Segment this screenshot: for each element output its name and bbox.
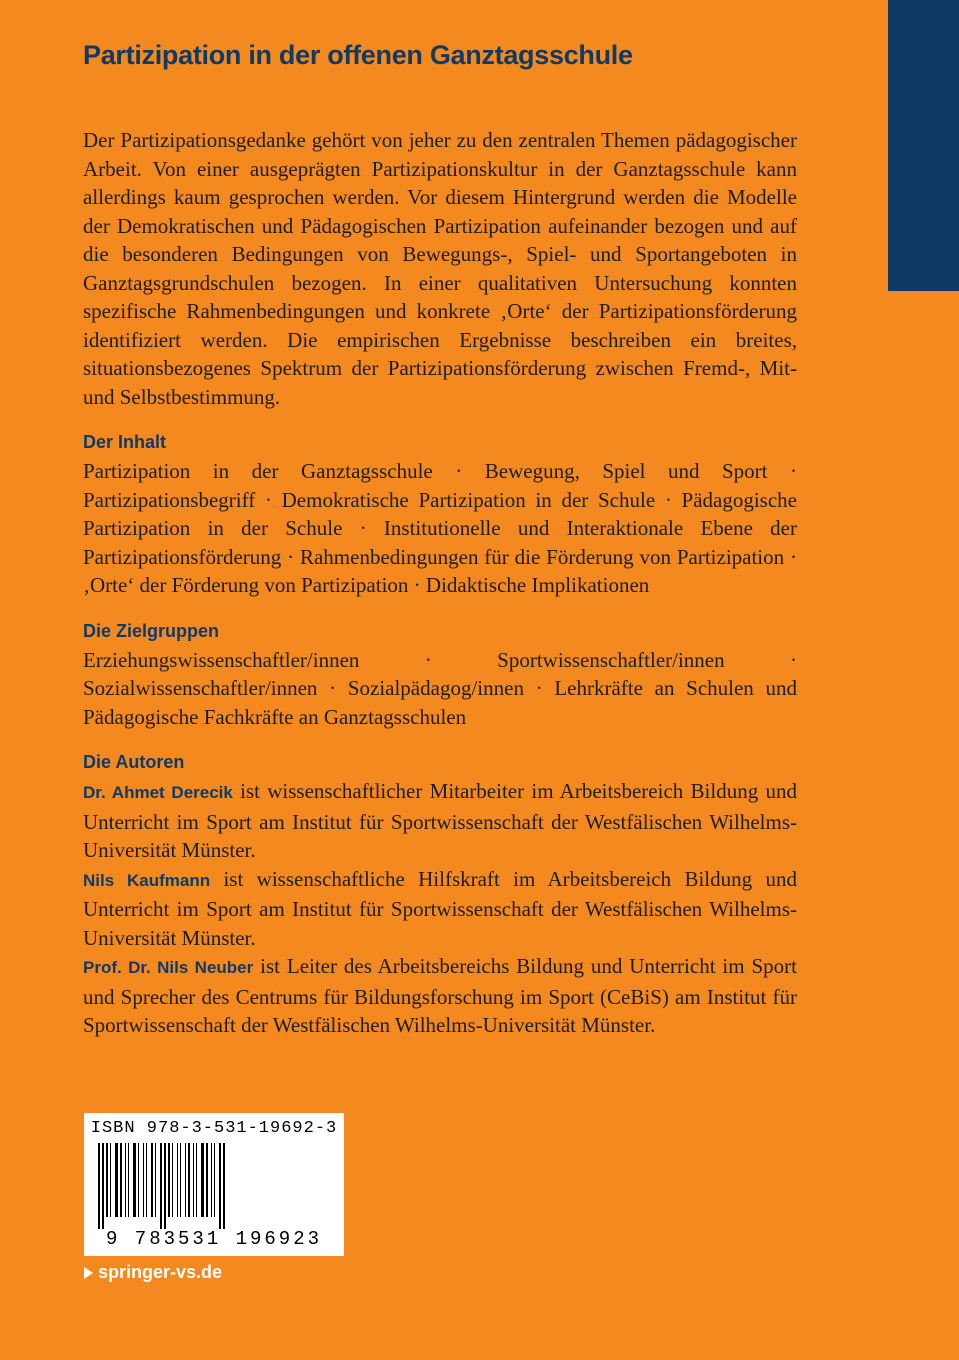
isbn-label: ISBN 978-3-531-19692-3 (90, 1119, 338, 1138)
barcode-bar (201, 1143, 204, 1217)
barcode-bar (196, 1143, 197, 1217)
barcode-bar (214, 1143, 215, 1217)
barcode-bar (223, 1143, 225, 1229)
author-name: Nils Kaufmann (83, 870, 211, 890)
inhalt-text: Partizipation in der Ganztagsschule · Bewegung, Spiel und Sport · Partizipationsbegriff · Demokratische Partizipation in der Schule · Pädagogische Partizipation in der Schule · Institutionelle und Interaktionale Ebene der Partizipationsförderung · Rahmenbedingungen für die Förderung von Partizipation · ‚Orte‘ der Förderung von Partizipation · Didaktische Implikationen (83, 459, 797, 597)
barcode-bars (98, 1143, 330, 1229)
author-bio: ist wissenschaftliche Hilfskraft im Arbeitsbereich Bildung und Unterricht im Sport am Institut für Sportwissenschaft der Westfälischen Wilhelms-Universität Münster. (83, 866, 797, 950)
author-entry (83, 952, 797, 1040)
barcode-bar (98, 1143, 100, 1229)
author-name: Dr. Ahmet Derecik (83, 783, 233, 802)
barcode-bar (120, 1143, 122, 1217)
barcode-bar (133, 1143, 136, 1217)
barcode-bar (168, 1143, 170, 1217)
barcode-bar (172, 1143, 173, 1217)
barcode-bar (206, 1143, 208, 1217)
publisher-website-link[interactable] (84, 1262, 222, 1283)
back-cover-content (83, 126, 797, 1040)
author-bio: ist Leiter des Arbeitsbereichs Bildung und Unterricht im Sport und Sprecher des Centrums für Bildungsforschung im Sport (CeBiS) am Institut für Sportwissenschaft der Westfälischen Wilhelms-Universität Münster. (83, 954, 797, 1037)
barcode-bar (102, 1143, 104, 1229)
barcode-bar (193, 1143, 194, 1217)
barcode-bar (125, 1143, 126, 1217)
inhalt-heading: Der Inhalt (83, 432, 167, 452)
author-bio: ist wissenschaftlicher Mitarbeiter im Arbeitsbereich Bildung und Unterricht im Sport am Institut für Sportwissenschaft der Westfälischen Wilhelms-Universität Münster. (83, 779, 797, 862)
zielgruppen-heading: Die Zielgruppen (83, 620, 220, 641)
zielgruppen-text: Erziehungswissenschaftler/innen · Sportwissenschaftler/innen · Sozialwissenschaftler/innen · Sozialpädagog/innen · Lehrkräfte an Schulen und Pädagogische Fachkräfte an Ganztagsschulen (83, 647, 797, 729)
barcode-bar (219, 1143, 221, 1229)
isbn-barcode (84, 1113, 344, 1256)
barcode-bar (115, 1143, 118, 1217)
barcode-bar (106, 1143, 108, 1217)
barcode-bar (160, 1143, 162, 1229)
author-name: Prof. Dr. Nils Neuber (83, 958, 254, 977)
barcode-bar (128, 1143, 129, 1217)
autoren-heading: Die Autoren (83, 752, 185, 772)
barcode-digits: 9 783531 196923 (105, 1228, 323, 1250)
barcode-bar (138, 1143, 139, 1217)
website-label: springer-vs.de (98, 1262, 223, 1282)
barcode-bar (110, 1143, 111, 1217)
navy-side-bar (888, 0, 959, 291)
author-entry (83, 865, 797, 953)
barcode-bar (143, 1143, 144, 1217)
barcode-bar (164, 1143, 166, 1229)
barcode-bar (177, 1143, 178, 1217)
barcode-bar (146, 1143, 147, 1217)
barcode-bar (180, 1143, 181, 1217)
play-arrow-icon (84, 1267, 93, 1279)
book-title: Partizipation in der offenen Ganztagsschule (83, 40, 633, 70)
barcode-bar (151, 1143, 153, 1217)
barcode-bar (211, 1143, 212, 1217)
barcode-bar (155, 1143, 156, 1217)
blurb-paragraph: Der Partizipationsgedanke gehört von jeher zu den zentralen Themen pädagogischer Arbeit. Von einer ausgeprägten Partizipationskultur in der Ganztagsschule kann allerdings kaum gesprochen werden. Vor diesem Hintergrund werden die Modelle der Demokratischen und Pädagogischen Partizipation aufeinander bezogen und auf die besonderen Bedingungen von Bewegungs-, Spiel- und Sportangeboten in Ganztagsgrundschulen bezogen. In einer qualitativen Untersuchung konnten spezifische Rahmenbedingungen und konkrete ‚Orte‘ der Partizipationsförderung identifiziert werden. Die empirischen Ergebnisse beschreiben ein breites, situationsbezogenes Spektrum der Partizipationsförderung zwischen Fremd-, Mit- und Selbstbestimmung. (83, 128, 797, 409)
barcode-bar (185, 1143, 186, 1217)
author-entry (83, 777, 797, 865)
barcode-bar (188, 1143, 190, 1217)
